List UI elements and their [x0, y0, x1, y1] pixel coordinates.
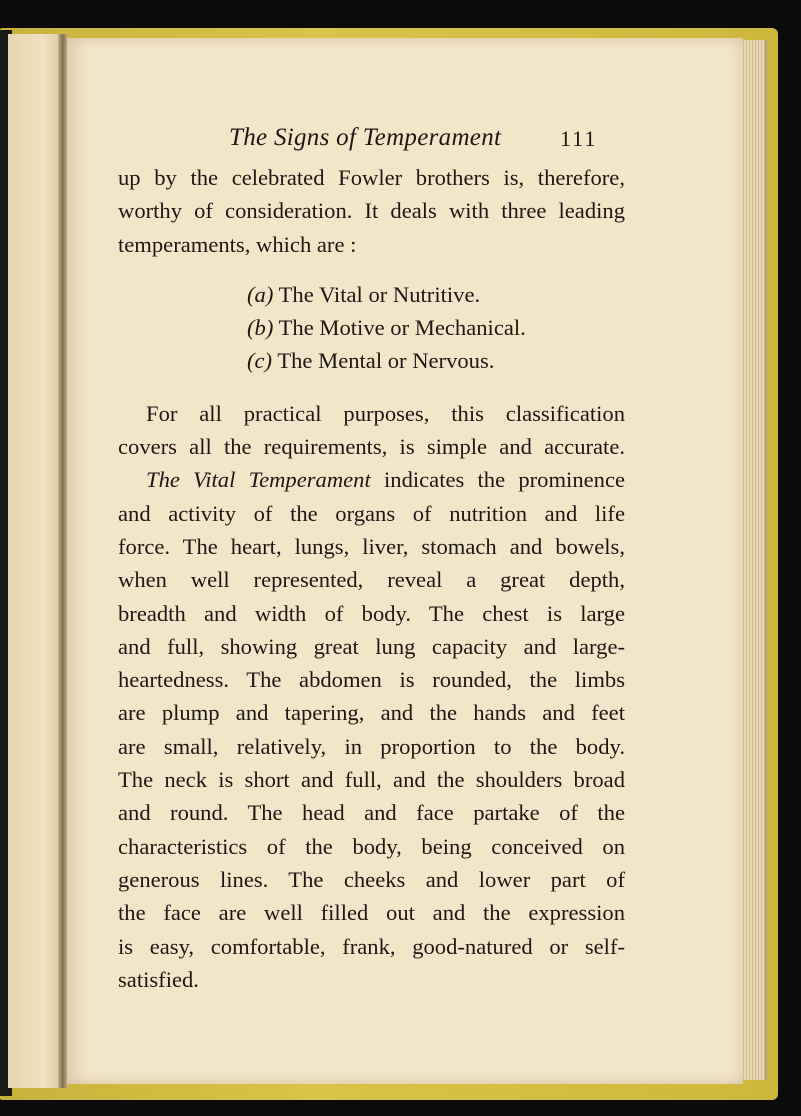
- text-line: and activity of the organs of nutrition and life: [118, 500, 625, 526]
- text-line: breadth and width of body. The chest is large: [118, 600, 625, 626]
- text-line: when well represented, reveal a great depth,: [118, 567, 625, 593]
- text-line: The neck is short and full, and the shoulders broad: [118, 767, 625, 793]
- body-text: [118, 161, 625, 996]
- list-label: (a): [247, 281, 274, 307]
- text-line: For all practical purposes, this classification: [146, 400, 625, 426]
- running-header: [67, 124, 743, 164]
- text-line: generous lines. The cheeks and lower part of: [118, 866, 625, 892]
- text-line: up by the celebrated Fowler brothers is, therefore,: [118, 165, 625, 190]
- page-number: 111: [560, 126, 598, 151]
- temperament-list: [118, 278, 625, 378]
- text-line: temperaments, which are :: [118, 231, 357, 257]
- text-line: force. The heart, lungs, liver, stomach and bowels,: [118, 533, 625, 559]
- text-line: covers all the requirements, is simple and accurate.: [118, 434, 625, 460]
- book-gutter: [58, 34, 67, 1088]
- list-text: The Vital or Nutritive.: [278, 281, 481, 307]
- text-line: are small, relatively, in proportion to the body.: [118, 733, 625, 759]
- text-line: [118, 463, 625, 496]
- text-line: worthy of consideration. It deals with three leading: [118, 198, 625, 224]
- text-line: and full, showing great lung capacity and large-: [118, 633, 625, 659]
- text-line: is easy, comfortable, frank, good-natured or self-: [118, 933, 625, 959]
- text-line: heartedness. The abdomen is rounded, the limbs: [118, 667, 625, 693]
- section-heading-italic: The Vital Temperament: [146, 467, 371, 493]
- text-line: the face are well filled out and the expression: [118, 900, 625, 926]
- running-title: The Signs of Temperament: [229, 124, 502, 151]
- list-item: [247, 344, 625, 377]
- lead-rest: indicates the prominence: [384, 467, 625, 493]
- text-line: are plump and tapering, and the hands and feet: [118, 700, 625, 726]
- left-page-edge: [8, 34, 59, 1088]
- list-label: (b): [247, 315, 274, 341]
- book-page: [67, 38, 743, 1084]
- list-label: (c): [247, 348, 273, 374]
- text-line: characteristics of the body, being conceived on: [118, 833, 625, 859]
- text-line: and round. The head and face partake of the: [118, 800, 625, 826]
- list-text: The Motive or Mechanical.: [278, 315, 526, 341]
- list-text: The Mental or Nervous.: [277, 348, 495, 374]
- list-item: [247, 311, 625, 344]
- text-line: satisfied.: [118, 966, 199, 992]
- page-edges: [741, 40, 767, 1080]
- list-item: [247, 278, 625, 311]
